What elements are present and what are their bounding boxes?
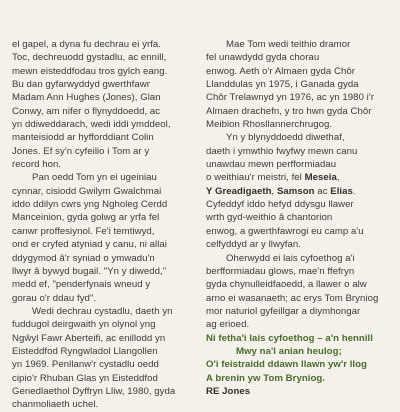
verse-line-3: O'i feistraidd ddawn llawn yw'r llog [206, 359, 367, 371]
left-paragraph-3: Wedi dechrau cystadlu, daeth yn fuddugol deirgwaith yn olynol yng Ngŵyl Fawr Aberteifi, ac enillodd yn Eisteddfod Ryngwladol Llangollen yn 1969. Penllanw'r cystadlu oedd cipio'r Rhuban Glas yn Eisteddfod Genedlaethol Dyffryn Lliw, 1980, gyda chanmoliaeth uchel. [12, 305, 176, 411]
left-paragraph-1: el gapel, a dyna fu dechrau ei yrfa. Toc, dechreuodd gystadlu, ac ennill, mewn eisteddfodau tros gylch eang. Bu dan gyfarwyddyd gwerthfawr Madam Ann Hughes (Jones), Glan Conwy, am nifer o flynyddoedd, ac yn ddiweddarach, wedi iddi ymddeol, manteisiodd ar hyfforddiant Colin Jones. Ef sy'n cyfeilio i Tom ar y record hon. [12, 39, 171, 171]
work-separator-1: , [336, 172, 340, 184]
work-title-y-greadigaeth: Y Greadigaeth [206, 185, 272, 197]
right-paragraph-1: Mae Tom wedi teithio dramor fel unawdydd gyda chorau enwog. Aeth o'r Almaen gyda Chôr Llanddulas yn 1975, i Ganada gyda Chôr Trelawnyd yn 1976, ac yn 1980 i'r Almaen drachefn, y tro hwn gyda Chôr Meibion Rhosllannerchrugog. [206, 39, 374, 131]
left-paragraph-2: Pan oedd Tom yn ei ugeiniau cynnar, cisiodd Gwilym Gwalchmai iddo ddilyn cwrs yng Ngholeg Cerdd Manceinion, gyda golwg ar yrfa fel canwr proffesiynol. Fe'i temtiwyd, ond er cryfed atyniad y canu, ni allai ddygymod â'r syniad o ymwadu'n llwyr â bywyd bugail. "Yn y diwedd," medd ef, "penderfynais wneud y gorau o'r ddau fyd". [12, 172, 168, 304]
author-signature: RE Jones [206, 385, 251, 397]
work-title-meseia: Meseia [304, 172, 337, 184]
right-column [206, 38, 396, 398]
right-paragraph-2-start: Yn y blynyddoedd diwethaf, daeth i ymwthio fwyfwy mewn canu unawdau mewn perfformiadau o weithiau'r meistri, fel [206, 132, 358, 184]
right-paragraph-2 [206, 131, 396, 251]
verse-line-1: Ni fetha'i lais cyfoethog – a'n hennill [206, 332, 373, 344]
englyn-verse [206, 332, 396, 385]
left-column [12, 38, 184, 412]
verse-line-4: A brenin yw Tom Bryniog. [206, 372, 325, 384]
work-separator-3: ac [314, 185, 331, 197]
right-paragraph-2-end: . Cyfeddyf iddo hefyd ddysgu llawer wrth gyd-weithio â chantorion enwog, a gwerthfawrogi eu camp a'u celfyddyd ar y llwyfan. [206, 185, 364, 251]
work-separator-2: , [271, 185, 277, 197]
right-paragraph-3: Oherwydd ei lais cyfoethog a'i berfformiadau glows, mae'n ffefryn gyda chynulleidfaoedd, a llawer o alw arno ei wasanaeth; ac erys Tom Bryniog mor naturiol gyfeillgar a diymhongar ag erioed. [206, 252, 379, 331]
work-title-elias: Elias [330, 185, 353, 197]
verse-line-2: Mwy na'l anian heulog; [236, 345, 342, 357]
work-title-samson: Samson [276, 185, 315, 197]
